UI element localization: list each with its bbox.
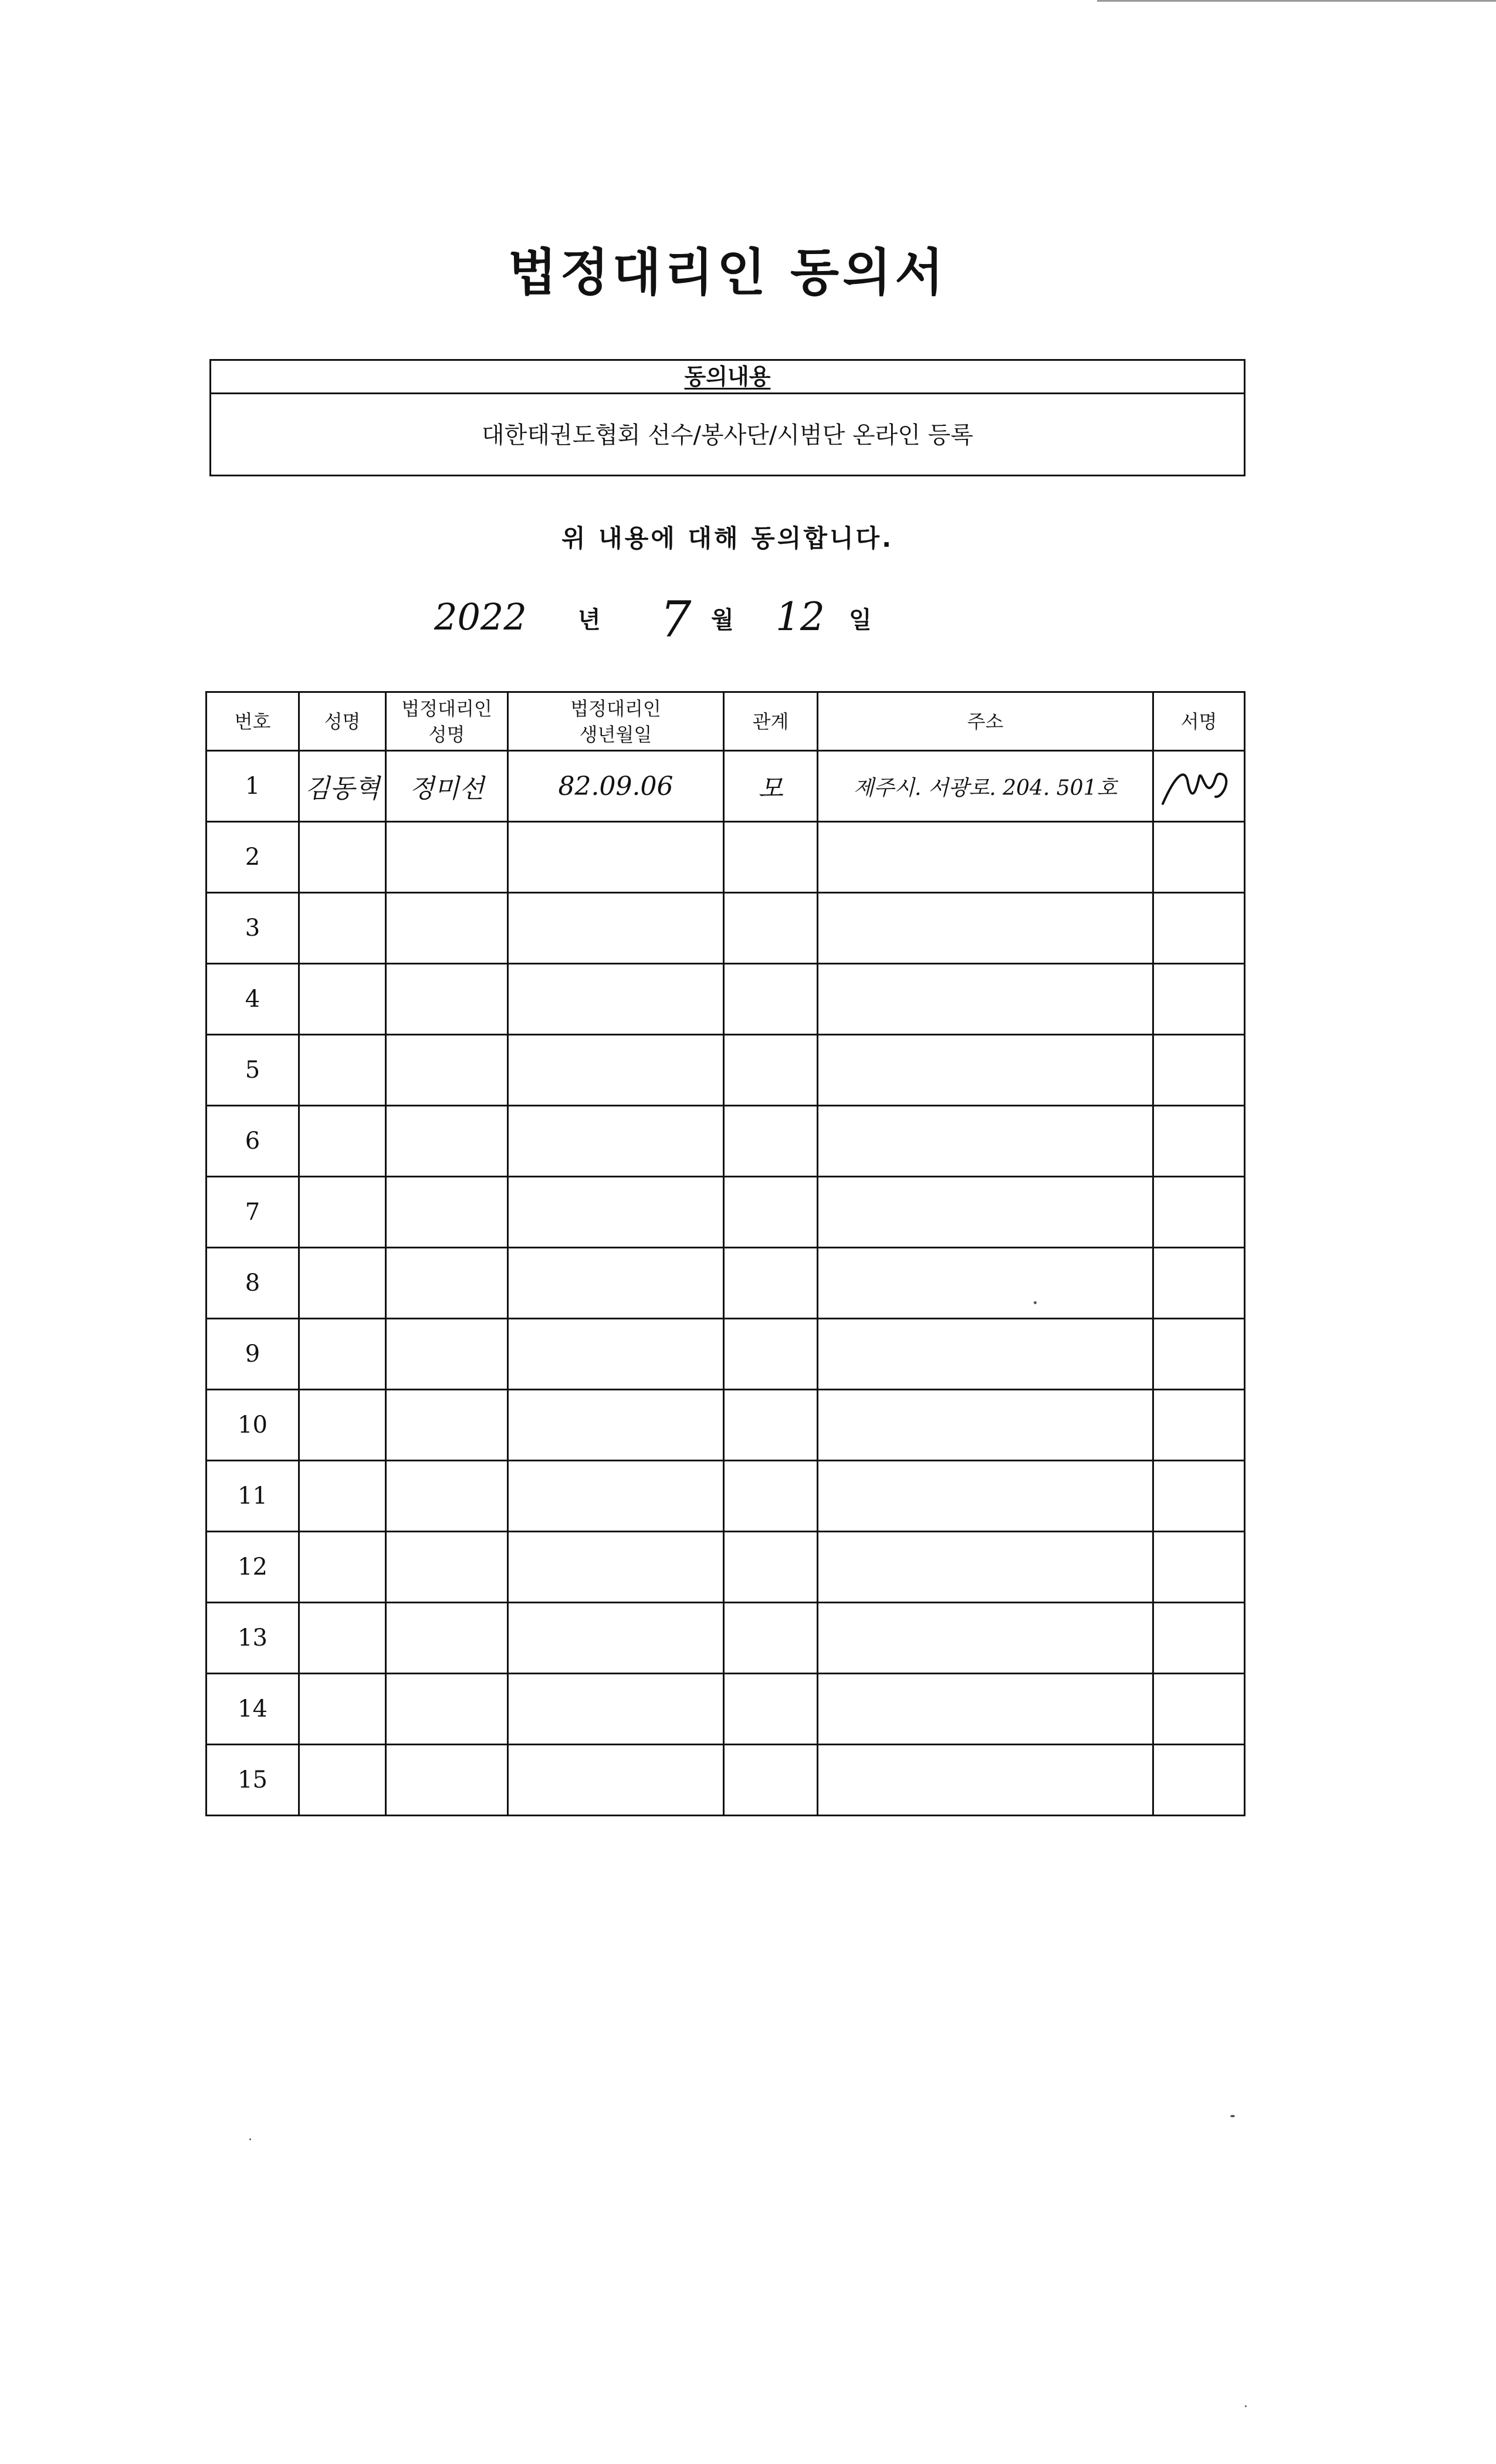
cell-guardian-name: [386, 822, 508, 893]
table-row: [207, 1248, 1245, 1319]
cell-address: [818, 1745, 1153, 1816]
date-line: [0, 591, 1496, 660]
cell-address: [818, 1674, 1153, 1745]
table-row: [207, 1390, 1245, 1461]
table-row: [207, 1532, 1245, 1603]
cell-relation: [724, 1035, 818, 1106]
cell-address: [818, 822, 1153, 893]
cell-name: [299, 822, 386, 893]
cell-guardian-birth: [508, 1248, 724, 1319]
cell-guardian-name: [386, 1603, 508, 1674]
cell-relation: [724, 1106, 818, 1177]
cell-relation: [724, 1603, 818, 1674]
cell-guardian-name: [386, 1106, 508, 1177]
table-row: [207, 1106, 1245, 1177]
cell-no: 14: [207, 1674, 299, 1745]
cell-address: [818, 964, 1153, 1035]
cell-guardian-birth: [508, 1461, 724, 1532]
cell-address: 제주시. 서광로. 204. 501호: [818, 751, 1153, 822]
cell-signature: [1153, 893, 1245, 964]
cell-relation: [724, 1674, 818, 1745]
cell-relation: [724, 1390, 818, 1461]
scan-speck: [249, 2138, 251, 2140]
date-day-handwritten: 12: [776, 594, 825, 639]
cell-signature: [1153, 1390, 1245, 1461]
cell-no: 4: [207, 964, 299, 1035]
cell-guardian-name: [386, 1390, 508, 1461]
cell-no: 2: [207, 822, 299, 893]
cell-guardian-birth: [508, 822, 724, 893]
cell-signature: [1153, 1035, 1245, 1106]
cell-guardian-birth: [508, 1745, 724, 1816]
cell-name: [299, 1390, 386, 1461]
cell-relation: [724, 964, 818, 1035]
cell-signature: [1153, 822, 1245, 893]
table-row: [207, 1745, 1245, 1816]
cell-guardian-birth: [508, 1035, 724, 1106]
date-year-handwritten: 2022: [434, 595, 527, 638]
date-month-label: 월: [711, 607, 734, 634]
cell-guardian-name: [386, 1248, 508, 1319]
cell-signature: [1153, 1248, 1245, 1319]
cell-guardian-name: [386, 1674, 508, 1745]
cell-relation: [724, 1532, 818, 1603]
guardian-table: [205, 691, 1245, 1816]
cell-signature: [1153, 1461, 1245, 1532]
cell-guardian-name: [386, 1319, 508, 1390]
cell-guardian-birth: [508, 1390, 724, 1461]
cell-guardian-name: 정미선: [386, 751, 508, 822]
cell-guardian-name: [386, 1035, 508, 1106]
cell-address: [818, 1035, 1153, 1106]
cell-guardian-birth: [508, 1106, 724, 1177]
cell-signature: [1153, 1532, 1245, 1603]
date-day-label: 일: [849, 607, 872, 634]
cell-address: [818, 893, 1153, 964]
cell-address: [818, 1390, 1153, 1461]
table-row: [207, 1319, 1245, 1390]
header-signature: 서명: [1153, 692, 1245, 751]
cell-relation: [724, 1248, 818, 1319]
cell-relation: [724, 1319, 818, 1390]
cell-address: [818, 1106, 1153, 1177]
cell-name: [299, 1035, 386, 1106]
cell-relation: [724, 893, 818, 964]
cell-name: [299, 1106, 386, 1177]
cell-address: [818, 1461, 1153, 1532]
date-month-handwritten: 7: [660, 591, 692, 648]
table-row: [207, 964, 1245, 1035]
consent-header: [211, 361, 1244, 394]
scan-speck: [1230, 2115, 1235, 2117]
cell-no: 1: [207, 751, 299, 822]
header-address: 주소: [818, 692, 1153, 751]
header-no: 번호: [207, 692, 299, 751]
table-row: [207, 1603, 1245, 1674]
cell-address: [818, 1319, 1153, 1390]
cell-guardian-birth: [508, 1319, 724, 1390]
cell-guardian-birth: [508, 964, 724, 1035]
agreement-text: 위 내용에 대해 동의합니다.: [561, 524, 894, 553]
cell-name: [299, 1603, 386, 1674]
header-relation: 관계: [724, 692, 818, 751]
cell-signature: [1153, 751, 1245, 822]
cell-no: 10: [207, 1390, 299, 1461]
cell-guardian-birth: [508, 893, 724, 964]
cell-guardian-name: [386, 1177, 508, 1248]
consent-header-label: 동의내용: [684, 364, 771, 390]
cell-relation: 모: [724, 751, 818, 822]
table-header-row: [207, 692, 1245, 751]
cell-name: [299, 1248, 386, 1319]
table-row: [207, 893, 1245, 964]
cell-no: 13: [207, 1603, 299, 1674]
cell-no: 11: [207, 1461, 299, 1532]
cell-no: 3: [207, 893, 299, 964]
table-row: [207, 1461, 1245, 1532]
cell-guardian-birth: [508, 1177, 724, 1248]
cell-no: 6: [207, 1106, 299, 1177]
cell-guardian-name: [386, 1461, 508, 1532]
cell-relation: [724, 1745, 818, 1816]
cell-signature: [1153, 1177, 1245, 1248]
signature-mark: [1158, 763, 1240, 810]
cell-guardian-name: [386, 964, 508, 1035]
cell-address: [818, 1532, 1153, 1603]
cell-name: [299, 1532, 386, 1603]
cell-address: [818, 1603, 1153, 1674]
cell-relation: [724, 1461, 818, 1532]
cell-no: 9: [207, 1319, 299, 1390]
cell-signature: [1153, 1674, 1245, 1745]
cell-signature: [1153, 1603, 1245, 1674]
cell-guardian-birth: [508, 1603, 724, 1674]
table-row: [207, 1035, 1245, 1106]
header-guardian-name: 법정대리인 성명: [386, 692, 508, 751]
cell-name: [299, 1461, 386, 1532]
cell-signature: [1153, 964, 1245, 1035]
date-year-label: 년: [578, 607, 601, 634]
scan-speck: [1245, 2405, 1247, 2407]
consent-content-text: 대한태권도협회 선수/봉사단/시범단 온라인 등록: [482, 422, 973, 449]
table-row: [207, 1177, 1245, 1248]
cell-guardian-name: [386, 1532, 508, 1603]
cell-no: 12: [207, 1532, 299, 1603]
cell-address: [818, 1248, 1153, 1319]
cell-signature: [1153, 1319, 1245, 1390]
document-title: 법정대리인 동의서: [507, 243, 947, 302]
cell-name: [299, 1177, 386, 1248]
cell-name: [299, 893, 386, 964]
cell-guardian-birth: [508, 1532, 724, 1603]
cell-signature: [1153, 1106, 1245, 1177]
cell-guardian-name: [386, 893, 508, 964]
table-body: [207, 751, 1245, 1816]
cell-name: [299, 1674, 386, 1745]
cell-relation: [724, 822, 818, 893]
consent-content-box: [209, 359, 1245, 476]
table-row: [207, 1674, 1245, 1745]
cell-address: [818, 1177, 1153, 1248]
cell-signature: [1153, 1745, 1245, 1816]
cell-relation: [724, 1177, 818, 1248]
scan-top-line: [1097, 0, 1496, 2]
cell-name: [299, 1319, 386, 1390]
cell-no: 5: [207, 1035, 299, 1106]
cell-name: 김동혁: [299, 751, 386, 822]
cell-no: 15: [207, 1745, 299, 1816]
header-guardian-birth: 법정대리인 생년월일: [508, 692, 724, 751]
table-row: [207, 751, 1245, 822]
header-name: 성명: [299, 692, 386, 751]
cell-no: 8: [207, 1248, 299, 1319]
cell-name: [299, 1745, 386, 1816]
cell-guardian-name: [386, 1745, 508, 1816]
cell-no: 7: [207, 1177, 299, 1248]
cell-name: [299, 964, 386, 1035]
scan-speck: [1034, 1301, 1037, 1304]
table-row: [207, 822, 1245, 893]
cell-guardian-birth: 82.09.06: [508, 751, 724, 822]
cell-guardian-birth: [508, 1674, 724, 1745]
